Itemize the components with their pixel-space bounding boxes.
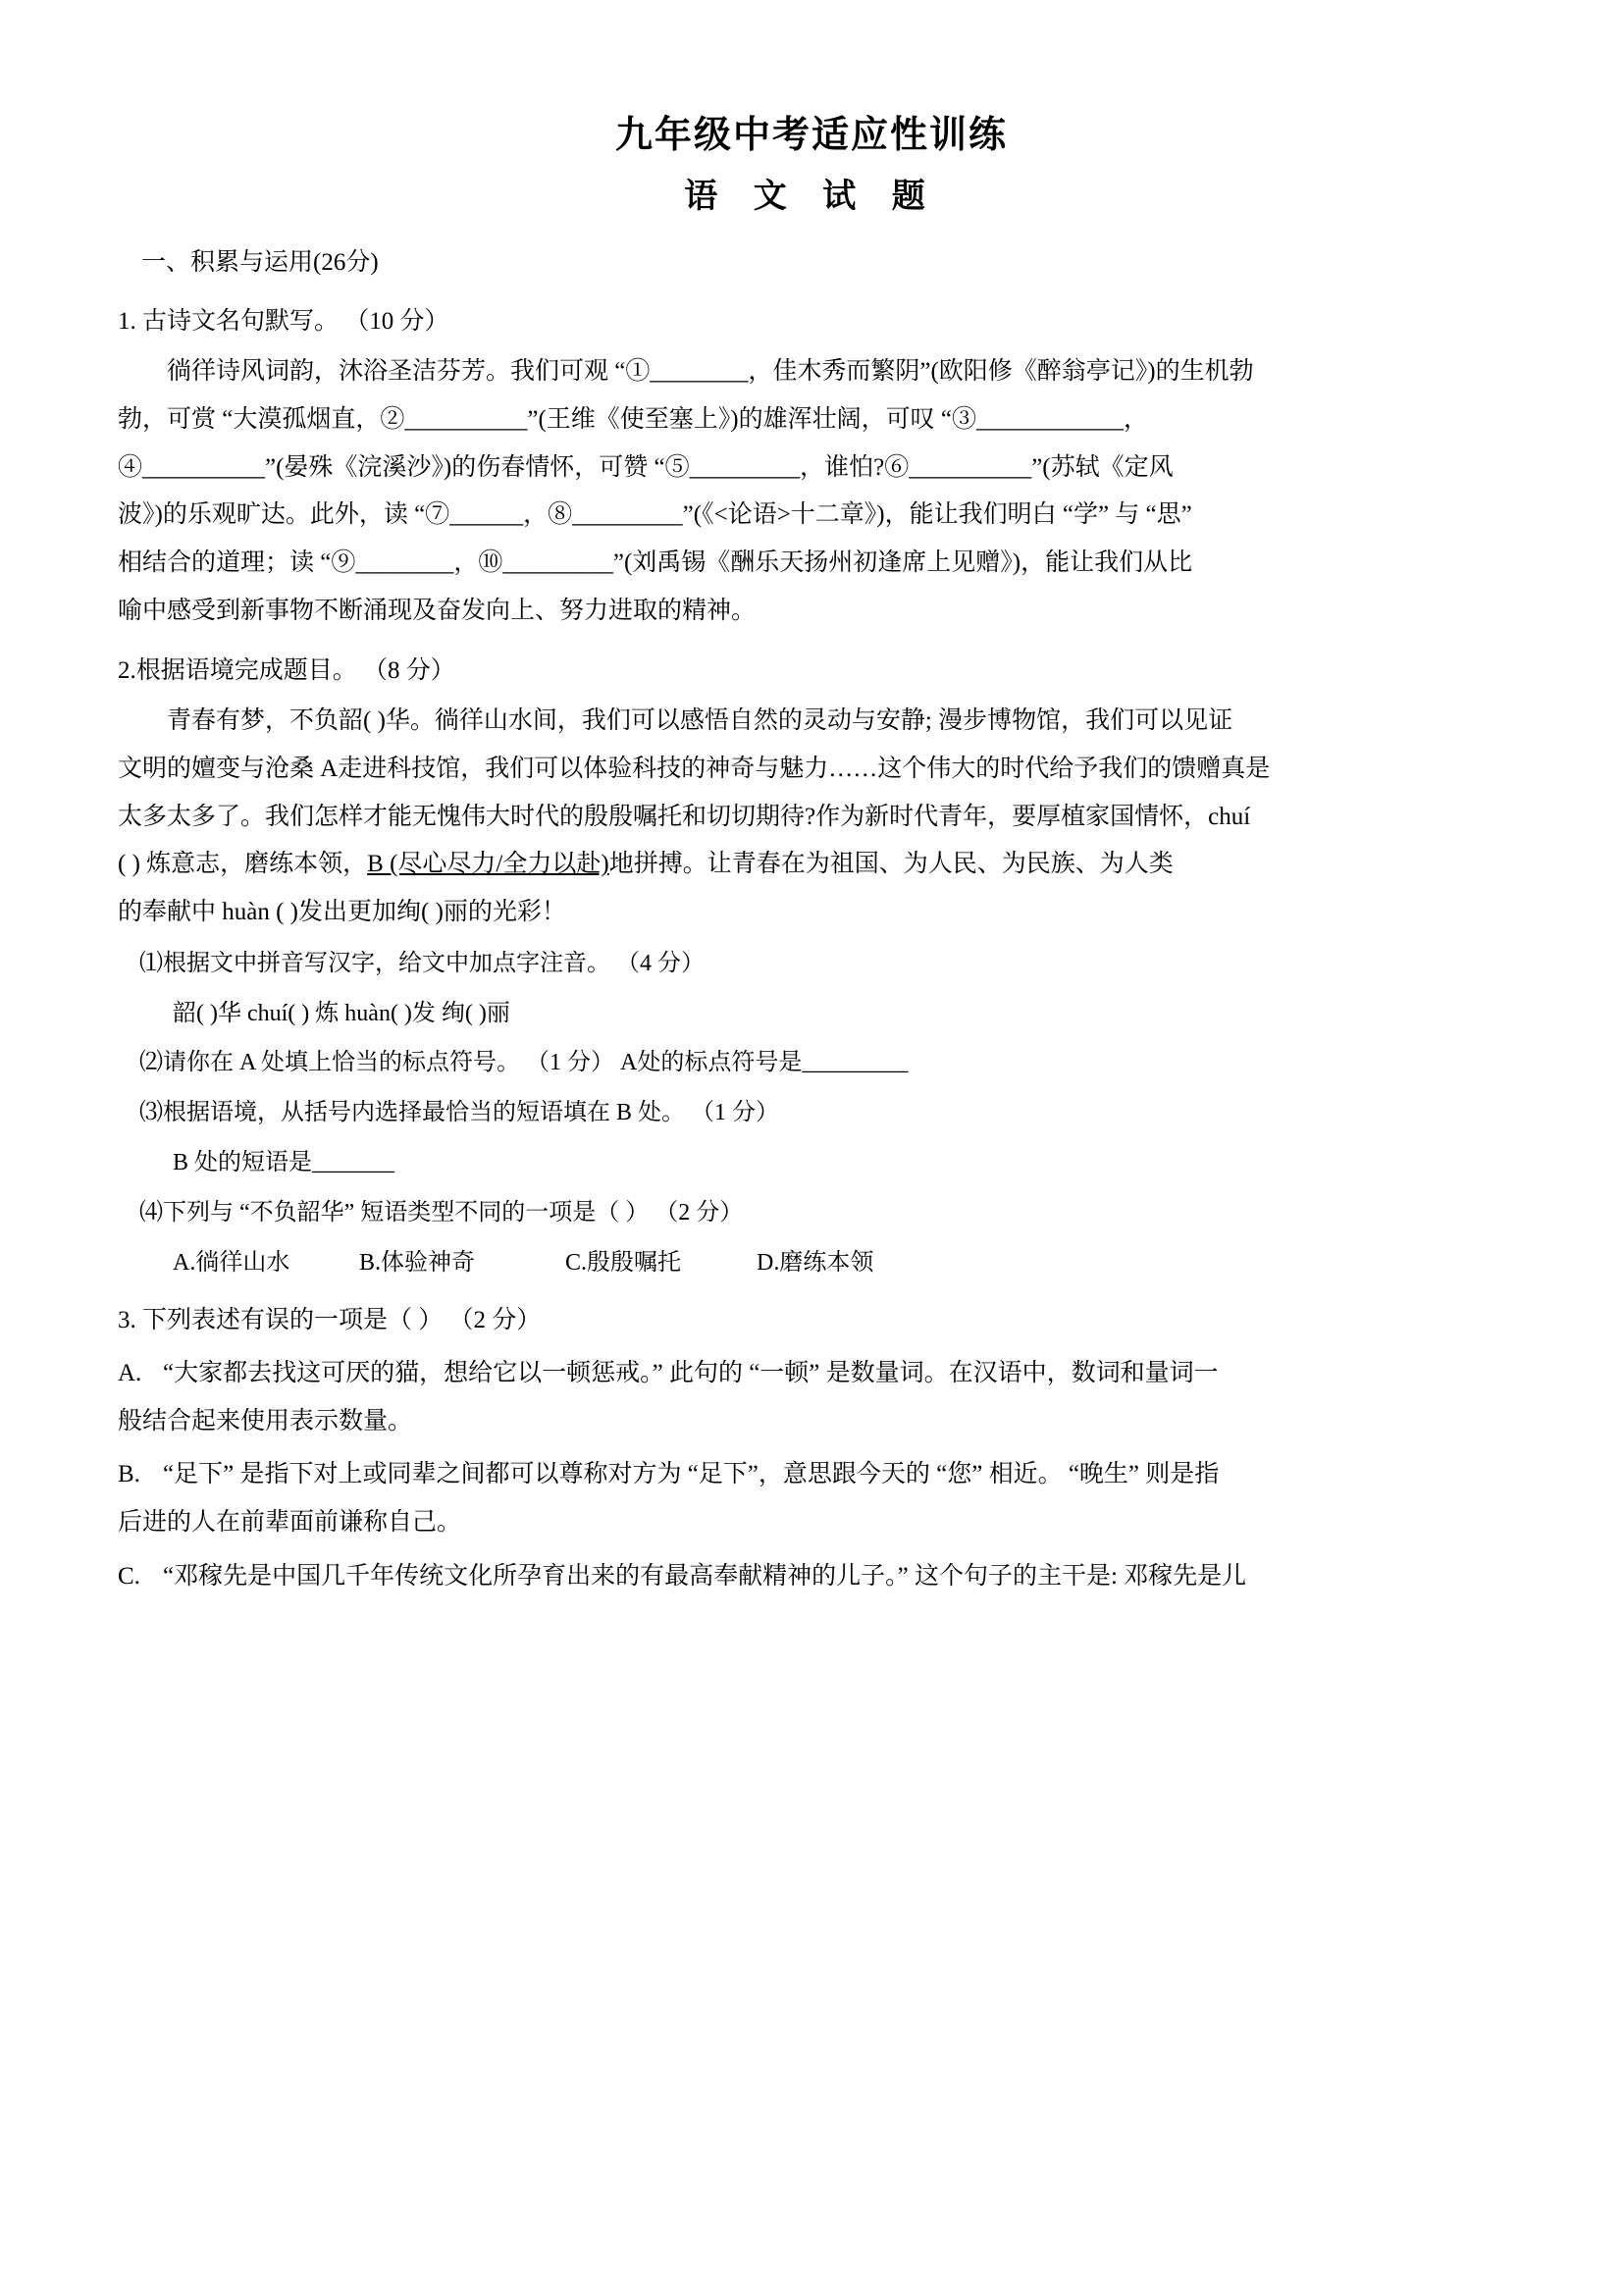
question-2-option-d[interactable]: D.磨练本领 [757, 1249, 874, 1276]
question-1-line-4: 波》)的乐观旷达。此外，读 “⑦______，⑧_________”(《<论语>十二章》)，能让我们明白 “学” 与 “思” [118, 501, 1192, 529]
question-3-choice-c[interactable] [118, 1553, 1505, 1601]
question-2-sub-3: ⑶根据语境，从括号内选择最恰当的短语填在 B 处。 （1 分） [139, 1100, 780, 1126]
question-2-line-5: 的奉献中 huàn ( )发出更加绚( )丽的光彩！ [118, 899, 566, 925]
question-2-blank-b-phrase: B (尽心尽力/全力以赴) [367, 851, 609, 878]
question-3-choice-b-label: B. [118, 1461, 140, 1488]
question-1-line-3: ④__________”(晏殊《浣溪沙》)的伤春情怀，可赞 “⑤_________，谁怕?⑥__________”(苏轼《定风 [118, 453, 1174, 481]
question-2-line-1: 青春有梦，不负韶( )华。徜徉山水间，我们可以感悟自然的灵动与安静; 漫步博物馆，我们可以见证 [167, 707, 1233, 734]
question-2-option-c[interactable]: C.殷殷嘱托 [565, 1249, 682, 1276]
question-3-choice-b[interactable] [118, 1451, 1505, 1547]
question-2-line-4-pre: ( ) 炼意志，磨练本领， [118, 851, 368, 878]
question-2-line-4 [118, 841, 1505, 889]
question-2-sub-3-answer-line: B 处的短语是_______ [173, 1149, 395, 1175]
question-1-line-6: 喻中感受到新事物不断涌现及奋发向上、努力进取的精神。 [118, 597, 757, 624]
section-heading-part-one: 一、积累与运用(26分) [141, 249, 379, 276]
question-3-choice-b-text-line-2: 后进的人在前辈面前谦称自己。 [118, 1509, 462, 1537]
question-1-heading: 1. 古诗文名句默写。 （10 分） [118, 307, 449, 335]
question-3-choice-c-text-line-1: “邓稼先是中国几千年传统文化所孕育出来的有最高奉献精神的儿子。” 这个句子的主干是: 邓稼先是儿 [163, 1562, 1247, 1590]
page-subtitle: 语 文 试 题 [684, 179, 939, 215]
question-2-sub-1-answer-line: 韶( )华 chuí( ) 炼 huàn( )发 绚( )丽 [173, 1000, 510, 1026]
question-3-choice-a-label: A. [118, 1359, 142, 1386]
question-2-option-a[interactable]: A.徜徉山水 [173, 1249, 290, 1276]
question-2-line-2: 文明的嬗变与沧桑 A走进科技馆，我们可以体验科技的神奇与魅力……这个伟大的时代给予我们的馈赠真是 [118, 755, 1271, 782]
question-3-choice-a-text-line-1: “大家都去找这可厌的猫，想给它以一顿惩戒。” 此句的 “一顿” 是数量词。在汉语中，数词和量词一 [163, 1359, 1219, 1386]
question-2-line-3: 太多太多了。我们怎样才能无愧伟大时代的殷殷嘱托和切切期待?作为新时代青年，要厚植家国情怀，chuí [118, 803, 1251, 830]
question-1-line-2: 勃，可赏 “大漠孤烟直，②__________”(王维《使至塞上》)的雄浑壮阔，可叹 “③____________， [118, 405, 1148, 433]
question-3-choice-c-label: C. [118, 1562, 140, 1590]
question-2-sub-4: ⑷下列与 “不负韶华” 短语类型不同的一项是（ ） （2 分） [139, 1199, 744, 1226]
question-2-option-b[interactable]: B.体验神奇 [359, 1249, 476, 1276]
question-3-choice-b-text-line-1: “足下” 是指下对上或同辈之间都可以尊称对方为 “足下”，意思跟今天的 “您” 相近。 “晚生” 则是指 [163, 1461, 1220, 1488]
question-2-heading: 2.根据语境完成题目。 （8 分） [118, 656, 455, 684]
question-2-sub-2: ⑵请你在 A 处填上恰当的标点符号。 （1 分） A处的标点符号是_________ [139, 1050, 909, 1076]
question-2-sub-1: ⑴根据文中拼音写汉字，给文中加点字注音。 （4 分） [139, 950, 705, 976]
question-3-choice-a-text-line-2: 般结合起来使用表示数量。 [118, 1407, 413, 1435]
question-1-line-5: 相结合的道理；读 “⑨________，⑩_________”(刘禹锡《酬乐天扬州初逢席上见赠》)，能让我们从比 [118, 549, 1193, 576]
question-2-options [173, 1240, 1505, 1286]
page-title: 九年级中考适应性训练 [614, 115, 1008, 156]
question-1-line-1: 徜徉诗风词韵，沐浴圣洁芬芳。我们可观 “①________，佳木秀而繁阴”(欧阳修《醉翁亭记》)的生机勃 [167, 358, 1254, 385]
question-2-line-4-post: 地拼搏。让青春在为祖国、为人民、为民族、为人类 [608, 851, 1174, 878]
question-3-heading: 3. 下列表述有误的一项是（ ） （2 分） [118, 1307, 542, 1334]
question-3-choice-a[interactable] [118, 1350, 1505, 1446]
